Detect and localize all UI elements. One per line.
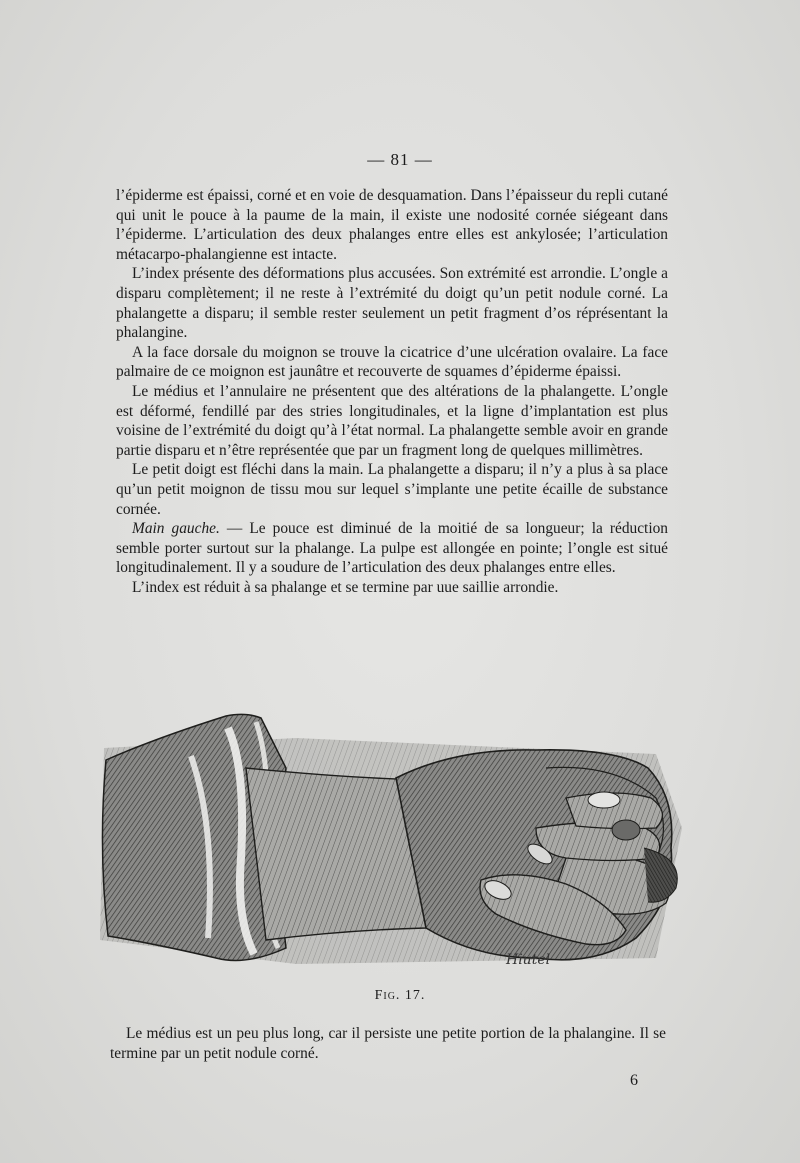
left-hand-label: Main gauche. (132, 520, 220, 538)
hand-engraving-figure (96, 708, 686, 988)
paragraph-left-index: L’index est réduit à sa phalange et se termine par uue saillie arrondie. (132, 578, 559, 596)
paragraph-index-finger: L’index présente des déformations plus accusées. Son extrémité est arrondie. L’ongle a disparu complètement; il ne reste à l’extrémité du doigt qu’un petit nodule corné. La phalangette a disparu; il semble rester seulement un petit fragment d’os réprésentant la phalangine. (116, 265, 668, 342)
paragraph-left-middle: Le médius est un peu plus long, car il persiste une petite portion de la phalangine. Il se termine par un petit nodule corné. (110, 1025, 666, 1062)
signature-mark: 6 (630, 1072, 638, 1089)
paragraph-thumb: l’épiderme est épaissi, corné et en voie de desquamation. Dans l’épaisseur du repli cutané qui unit le pouce à la paume de la main, il existe une nodosité cornée siégeant dans l’épiderme. L’articulation des deux phalanges entre elles est ankylosée; l’articulation métacarpo-phalangienne est intacte. (116, 187, 668, 263)
paragraph-dorsal-face: A la face dorsale du moignon se trouve la cicatrice d’une ulcération ovalaire. La face palmaire de ce moignon est jaunâtre et recouverte de squames d’épiderme épaissi. (116, 343, 668, 381)
body-text (116, 186, 668, 597)
figure-caption: Fig. 17. (374, 988, 426, 1003)
after-figure-text (110, 1024, 666, 1063)
paragraph-middle-ring: Le médius et l’annulaire ne présentent que des altérations de la phalangette. L’ongle est déformé, fendillé par des stries longitudinales, et la ligne d’implantation est plus voisine de l’extrémité du doigt qu’à l’état normal. La phalangette semble avoir en grande partie disparu et n’être représentée que par un fragment long de quelques millimètres. (116, 382, 668, 459)
paragraph-little-finger: Le petit doigt est fléchi dans la main. La phalangette a disparu; il n’y a plus à sa place qu’un petit moignon de tissu mou sur lequel s’implante une petite écaille de substance cornée. (116, 461, 668, 518)
artist-signature: Hiutel (506, 952, 551, 968)
paragraph-left-hand (116, 519, 668, 578)
hand-engraving-illustration (96, 708, 686, 988)
page-number: — 81 — (367, 150, 433, 169)
left-hand-text: — Le pouce est diminué de la moitié de sa longueur; la réduction semble porter surtout sur la phalange. La pulpe est allongée en pointe; l’ongle est situé longitudinalement. Il y a soudure de l’articulation des deux phalanges entre elles. (116, 520, 668, 577)
